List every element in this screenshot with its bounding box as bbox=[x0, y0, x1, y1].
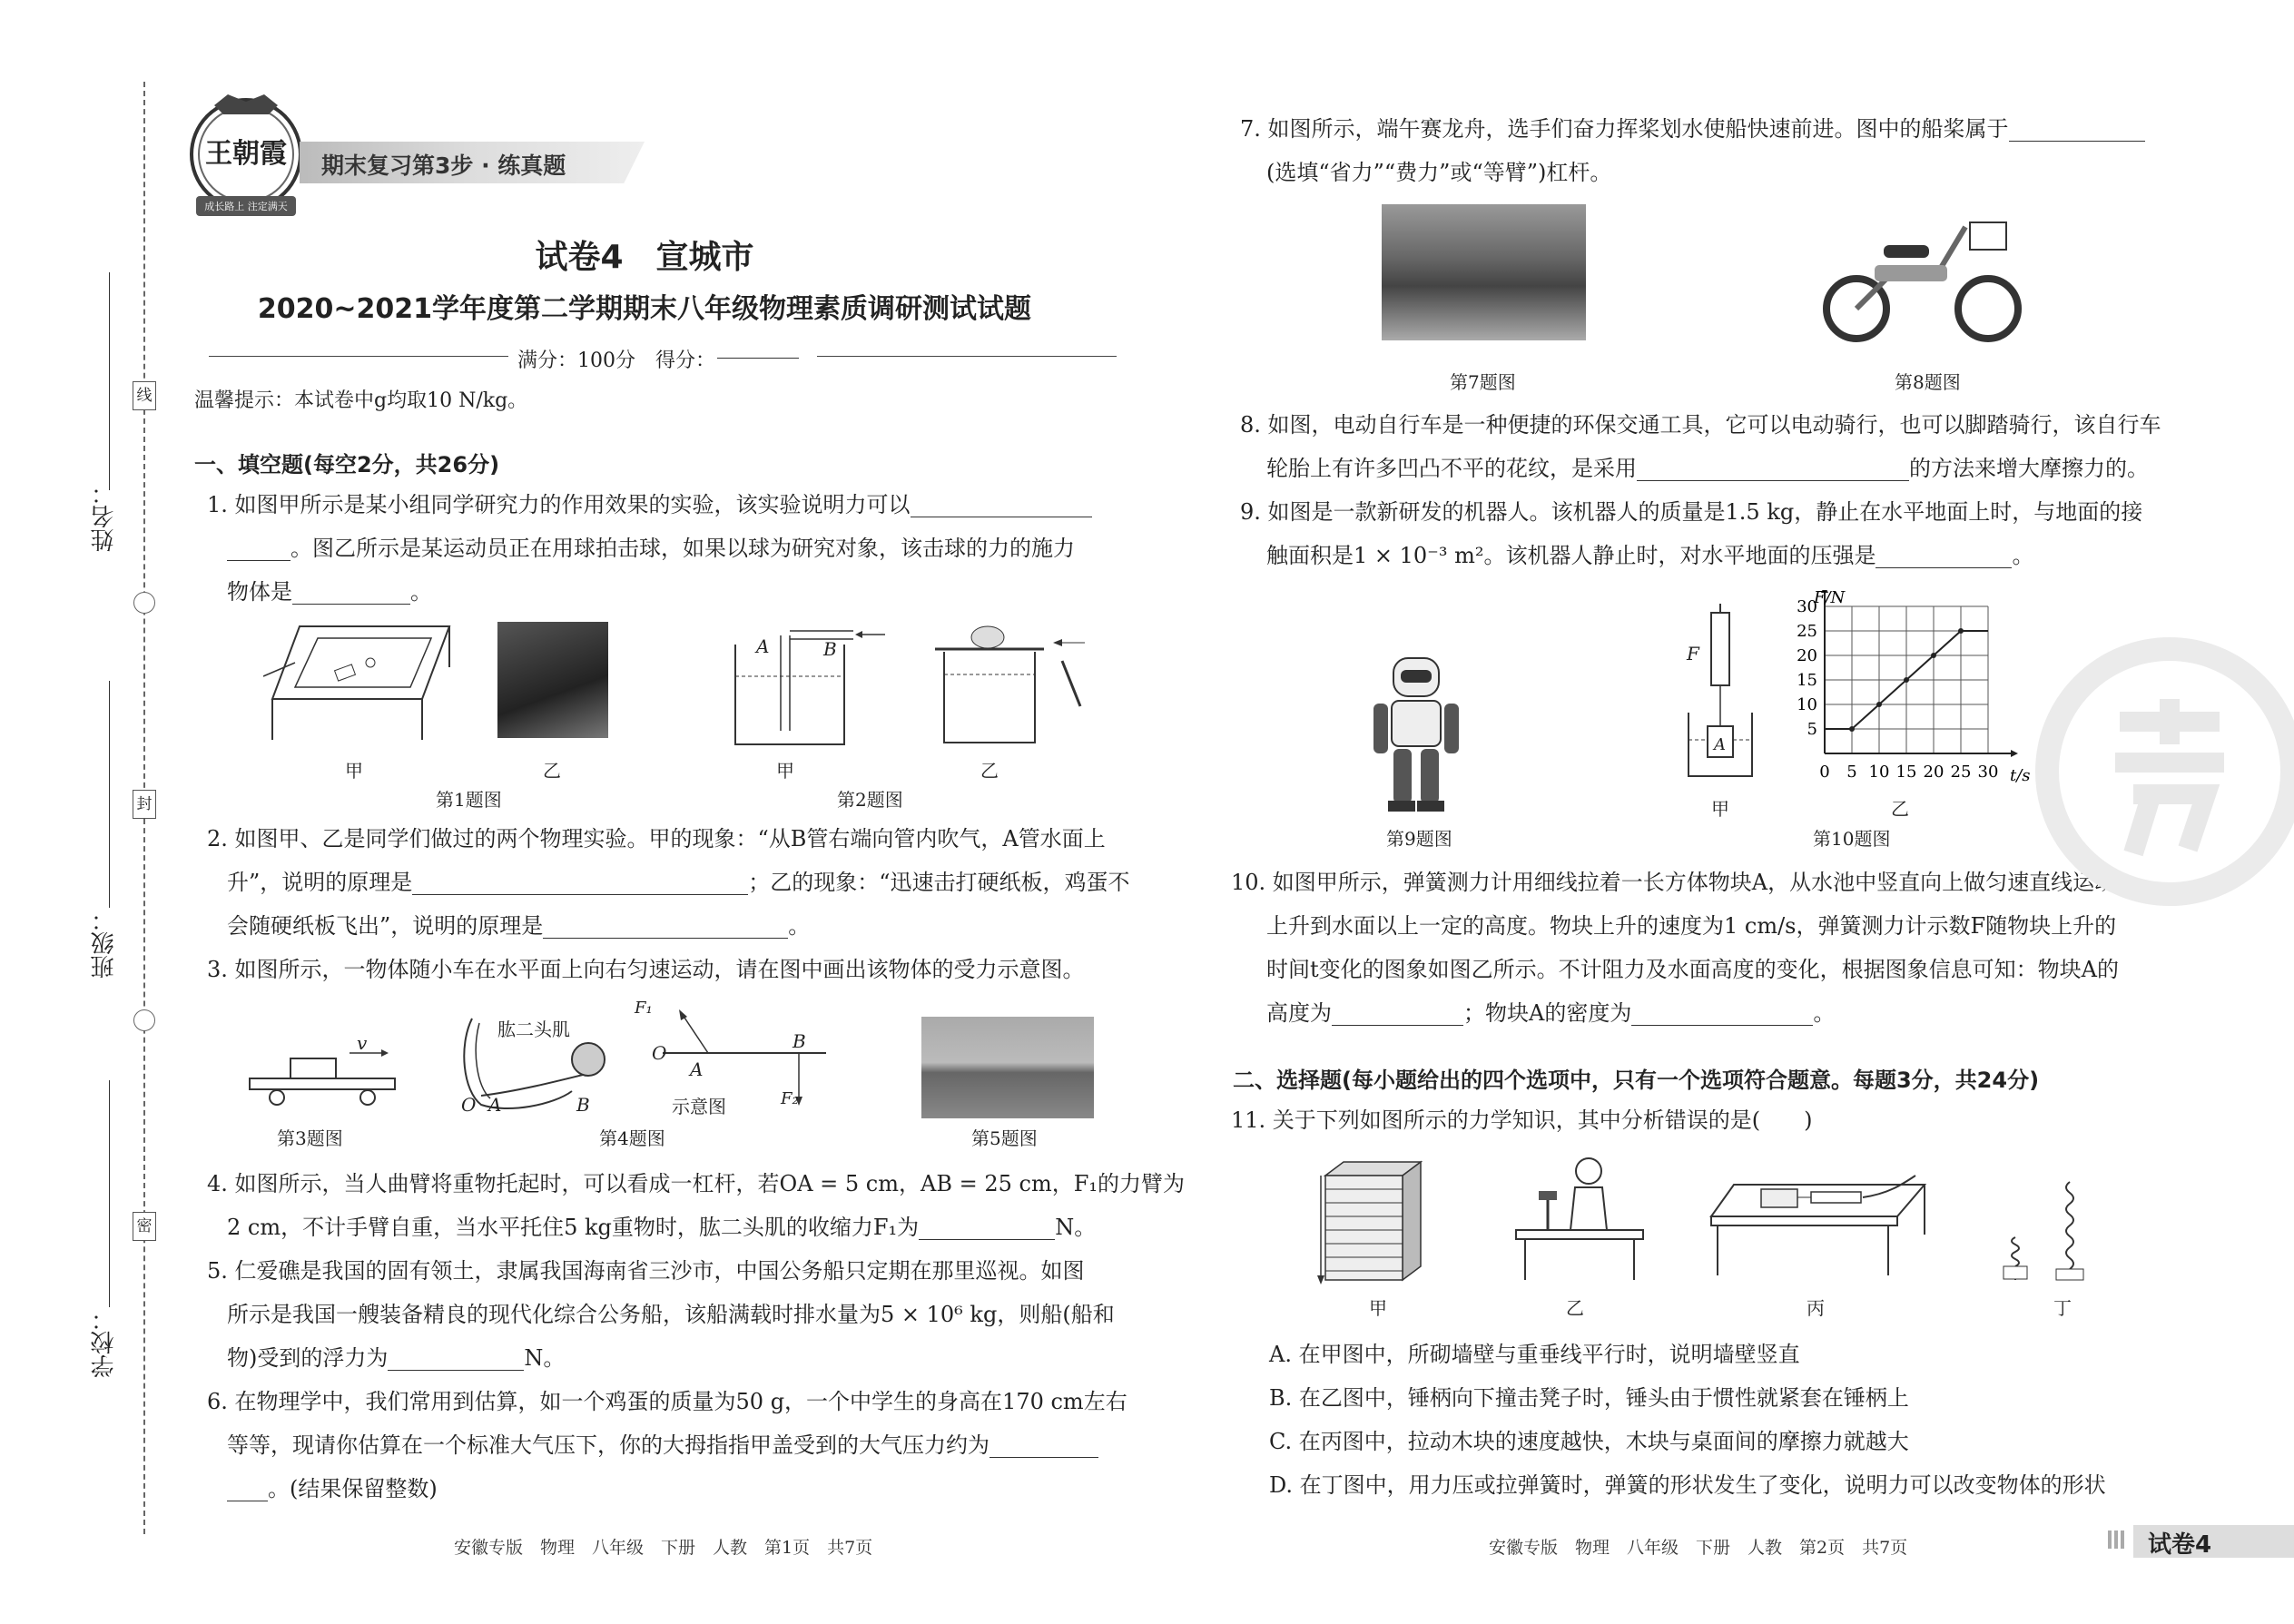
school-label: 学校： bbox=[91, 1307, 118, 1378]
q4-line2 bbox=[227, 1206, 1096, 1249]
binding-hole-icon bbox=[133, 1009, 155, 1031]
chart-data-point bbox=[1876, 702, 1882, 707]
chart-data-point bbox=[1931, 653, 1936, 658]
fig4-letter-b: B bbox=[576, 1094, 590, 1116]
section2-title: 二、选择题(每小题给出的四个选项中，只有一个选项符合题意。每题3分，共24分) bbox=[1233, 1068, 2040, 1093]
q2-text3: 会随硬纸板飞出”，说明的原理是 bbox=[227, 913, 544, 939]
chart-y-tick-label: 25 bbox=[1797, 622, 1817, 641]
q11-text: 11. 关于下列如图所示的力学知识，其中分析错误的是( ) bbox=[1231, 1107, 1813, 1133]
q2-blank1[interactable] bbox=[412, 872, 748, 895]
q10-text1: 高度为 bbox=[1266, 1000, 1332, 1026]
chart-data-point bbox=[1849, 726, 1855, 732]
fig4-letter-a: A bbox=[488, 1094, 502, 1116]
q6-line1: 6. 在物理学中，我们常用到估算，如一个鸡蛋的质量为50 g，一个中学生的身高在170 cm左右 bbox=[207, 1389, 1127, 1414]
school-field[interactable] bbox=[109, 1080, 110, 1307]
fig11-springs bbox=[1993, 1153, 2111, 1288]
chart-x-tick-label: 5 bbox=[1846, 763, 1857, 782]
fig11-label-c: 丙 bbox=[1807, 1297, 1825, 1319]
chart-y-tick-label: 20 bbox=[1797, 646, 1817, 665]
tag-pattern-icon bbox=[2108, 1530, 2126, 1549]
q1-line3 bbox=[227, 570, 432, 614]
q5-line3 bbox=[227, 1336, 565, 1380]
q2-line2 bbox=[227, 861, 1130, 904]
q6-line2 bbox=[227, 1423, 1098, 1467]
q7-text1: 7. 如图所示，端午赛龙舟，选手们奋力挥桨划水使船快速前进。图中的船桨属于 bbox=[1240, 116, 2009, 142]
class-label: 班级： bbox=[91, 908, 118, 979]
chart-x-tick-label: 30 bbox=[1977, 763, 1999, 782]
fig10-right-label: 乙 bbox=[1891, 798, 1909, 820]
fig4-sketch-b: B bbox=[793, 1030, 806, 1052]
chart-data-point bbox=[1958, 628, 1964, 634]
chart-x-tick-label: 0 bbox=[1819, 763, 1830, 782]
score-line: 满分：100分 得分： bbox=[517, 349, 715, 372]
fig2-label-b: 乙 bbox=[980, 760, 999, 782]
page-subtitle: 2020~2021学年度第二学期期末八年级物理素质调研测试试题 bbox=[257, 293, 1032, 325]
q1-text4: 。 bbox=[410, 579, 432, 605]
fig2-label-a: 甲 bbox=[776, 760, 794, 782]
q3-text: 3. 如图所示，一物体随小车在水平面上向右匀速运动，请在图中画出该物体的受力示意图。 bbox=[207, 957, 1085, 982]
fig11-label-d: 丁 bbox=[2053, 1297, 2072, 1319]
q1-blank1[interactable] bbox=[911, 495, 1092, 517]
fig4-muscle-label: 肱二头肌 bbox=[497, 1019, 570, 1040]
q8-line1: 8. 如图，电动自行车是一种便捷的环保交通工具，它可以电动骑行，也可以脚踏骑行，该自行车 bbox=[1240, 412, 2161, 438]
chart-y-tick-label: 10 bbox=[1797, 695, 1817, 714]
q8-text1: 轮胎上有许多凹凸不平的花纹，是采用 bbox=[1266, 456, 1637, 481]
q1-blank1-cont[interactable] bbox=[227, 538, 290, 561]
watermark-seal-icon bbox=[2033, 635, 2294, 908]
footer-left: 安徽专版 物理 八年级 下册 人教 第1页 共7页 bbox=[454, 1538, 873, 1558]
name-label: 姓名： bbox=[91, 481, 118, 552]
q7-blank[interactable] bbox=[2009, 119, 2145, 142]
q1-blank2[interactable] bbox=[292, 582, 410, 605]
q4-text1: 2 cm，不计手臂自重，当水平托住5 kg重物时，肱二头肌的收缩力F₁为 bbox=[227, 1215, 920, 1240]
q8-line2 bbox=[1266, 447, 2149, 490]
fig11-label-b: 乙 bbox=[1566, 1297, 1584, 1319]
q4-line1: 4. 如图所示，当人曲臂将重物托起时，可以看成一杠杆，若OA = 5 cm，AB = 25 cm，F₁的力臂为 bbox=[207, 1171, 1185, 1196]
chart-ylabel: F/N bbox=[1814, 590, 1846, 607]
q1-text1: 1. 如图甲所示是某小组同学研究力的作用效果的实验，该实验说明力可以 bbox=[207, 492, 911, 517]
class-field[interactable] bbox=[109, 681, 110, 908]
q9-text2: 。 bbox=[2012, 543, 2034, 568]
fig4-caption: 第4题图 bbox=[599, 1127, 665, 1149]
q6-text1: 等等，现请你估算在一个标准大气压下，你的大拇指指甲盖受到的大气压力约为 bbox=[227, 1432, 989, 1458]
fig4-letter-o: O bbox=[461, 1094, 477, 1116]
q1-text2: 。图乙所示是某运动员正在用球拍击球，如果以球为研究对象，该击球的力的施力 bbox=[290, 536, 1075, 561]
chart-x-tick-label: 20 bbox=[1923, 763, 1944, 782]
page-title: 试卷4 宣城市 bbox=[535, 239, 754, 276]
option-a[interactable]: A. 在甲图中，所砌墙壁与重垂线平行时，说明墙壁竖直 bbox=[1269, 1342, 1800, 1367]
q1-line2 bbox=[227, 527, 1075, 570]
q1-text3: 物体是 bbox=[227, 579, 292, 605]
fig8-ebike-image bbox=[1820, 209, 2029, 349]
publisher-logo bbox=[178, 89, 314, 225]
fig2-caption: 第2题图 bbox=[837, 789, 903, 811]
q2-blank2[interactable] bbox=[543, 916, 788, 939]
name-field[interactable] bbox=[109, 272, 110, 490]
q5-text2: N。 bbox=[524, 1345, 566, 1371]
fig2-letter-a: A bbox=[756, 635, 770, 657]
fig11-label-a: 甲 bbox=[1369, 1297, 1387, 1319]
q2-text4: 。 bbox=[788, 913, 811, 939]
option-d[interactable]: D. 在丁图中，用力压或拉弹簧时，弹簧的形状发生了变化，说明力可以改变物体的形状 bbox=[1269, 1472, 2106, 1498]
fig9-robot-image bbox=[1366, 654, 1466, 821]
q1-line1 bbox=[207, 483, 1092, 527]
chart-y-tick-label: 30 bbox=[1797, 597, 1817, 616]
fig10-left-label: 甲 bbox=[1711, 798, 1729, 820]
q6-blank[interactable] bbox=[989, 1435, 1098, 1458]
fig10-force-time-chart bbox=[1779, 590, 2043, 799]
fig11-brick-wall bbox=[1316, 1157, 1425, 1288]
logo-ribbon: 成长路上 注定满天 bbox=[204, 201, 288, 212]
q9-text1: 触面积是1 × 10⁻³ m²。该机器人静止时，对水平地面的压强是 bbox=[1266, 543, 1876, 568]
q2-line3 bbox=[227, 904, 810, 948]
q8-text2: 的方法来增大摩擦力的。 bbox=[1909, 456, 2149, 481]
fig3-caption: 第3题图 bbox=[277, 1127, 343, 1149]
divider bbox=[209, 356, 508, 357]
fig3-v-label: v bbox=[357, 1032, 368, 1054]
fig3-cart bbox=[245, 1026, 399, 1111]
fig11-friction-table bbox=[1707, 1162, 1943, 1284]
chart-x-tick-label: 10 bbox=[1868, 763, 1890, 782]
option-b[interactable]: B. 在乙图中，锤柄向下撞击凳子时，锤头由于惯性就紧套在锤柄上 bbox=[1269, 1385, 1909, 1411]
q10-line2: 上升到水面以上一定的高度。物块上升的速度为1 cm/s，弹簧测力计示数F随物块上升的 bbox=[1266, 913, 2117, 939]
fig1-label-b: 乙 bbox=[543, 760, 561, 782]
binding-hole-icon bbox=[133, 592, 155, 614]
q10-line4 bbox=[1266, 991, 1835, 1035]
q10-line3: 时间t变化的图象如图乙所示。不计阻力及水面高度的变化，根据图象信息可知：物块A的 bbox=[1266, 957, 2119, 982]
fig1-table-sketch bbox=[263, 622, 454, 753]
fig9-caption: 第9题图 bbox=[1386, 828, 1452, 850]
fig8-caption: 第8题图 bbox=[1895, 371, 1961, 393]
q9-line2 bbox=[1266, 534, 2033, 577]
q2-line1: 2. 如图甲、乙是同学们做过的两个物理实验。甲的现象：“从B管右端向管内吹气，A管水面上 bbox=[207, 826, 1106, 851]
score-blank[interactable] bbox=[717, 358, 799, 359]
q10-blank2[interactable] bbox=[1631, 1003, 1813, 1026]
chart-y-tick-label: 15 bbox=[1797, 671, 1817, 690]
fig7-dragon-boat-photo bbox=[1382, 204, 1586, 340]
banner-text: 期末复习第3步 · 练真题 bbox=[321, 153, 566, 179]
q4-text2: N。 bbox=[1055, 1215, 1097, 1240]
fig2-beaker-tubes bbox=[726, 626, 890, 757]
chart-data-point bbox=[1904, 677, 1909, 683]
chart-x-tick-label: 15 bbox=[1895, 763, 1917, 782]
fig10-f-label: F bbox=[1687, 643, 1699, 664]
tip-text: 温馨提示：本试卷中g均取10 N/kg。 bbox=[194, 389, 528, 412]
fig1-caption: 第1题图 bbox=[436, 789, 502, 811]
divider bbox=[817, 356, 1117, 357]
chart-y-tick-label: 5 bbox=[1807, 720, 1817, 739]
chart-x-tick-label: 25 bbox=[1950, 763, 1972, 782]
q2-text2: ；乙的现象：“迅速击打硬纸板，鸡蛋不 bbox=[748, 870, 1130, 895]
q4-blank[interactable] bbox=[919, 1217, 1055, 1240]
fig1-player-photo bbox=[497, 622, 608, 738]
seal-mark-line: 线 bbox=[133, 381, 156, 410]
seal-mark-seal: 封 bbox=[133, 790, 156, 819]
q5-blank[interactable] bbox=[388, 1348, 524, 1371]
fig4-sketch-o: O bbox=[652, 1042, 667, 1064]
fig7-caption: 第7题图 bbox=[1450, 371, 1516, 393]
q10-text2: ；物块A的密度为 bbox=[1463, 1000, 1632, 1026]
footer-right: 安徽专版 物理 八年级 下册 人教 第2页 共7页 bbox=[1489, 1538, 1908, 1558]
q2-text1: 升”，说明的原理是 bbox=[227, 870, 413, 895]
q5-line2: 所示是我国一艘装备精良的现代化综合公务船，该船满载时排水量为5 × 10⁶ kg，则船(船和 bbox=[227, 1302, 1115, 1327]
section1-title: 一、填空题(每空2分，共26分) bbox=[194, 452, 500, 477]
fig2-letter-b: B bbox=[823, 638, 837, 660]
q9-blank[interactable] bbox=[1876, 546, 2012, 568]
fig10-caption: 第10题图 bbox=[1813, 828, 1891, 850]
logo-text: 王朝霞 bbox=[205, 138, 287, 170]
q10-text3: 。 bbox=[1813, 1000, 1836, 1026]
chart-xlabel: t/s bbox=[2010, 766, 2031, 785]
q7-line1 bbox=[1240, 107, 2145, 151]
fig1-label-a: 甲 bbox=[345, 760, 363, 782]
fig4-sketch-label: 示意图 bbox=[672, 1096, 726, 1117]
q8-blank[interactable] bbox=[1637, 458, 1909, 481]
q10-blank1[interactable] bbox=[1332, 1003, 1463, 1026]
q9-line1: 9. 如图是一款新研发的机器人。该机器人的质量是1.5 kg，静止在水平地面上时，与地面的接 bbox=[1240, 499, 2143, 525]
q7-line2: (选填“省力”“费力”或“等臂”)杠杆。 bbox=[1266, 160, 1612, 185]
q6-line3 bbox=[227, 1467, 438, 1511]
fig5-ship-photo bbox=[921, 1017, 1094, 1118]
q6-text2: 。(结果保留整数) bbox=[268, 1476, 438, 1501]
chart-x-arrow-icon bbox=[2011, 750, 2018, 757]
seal-mark-secret: 密 bbox=[133, 1212, 156, 1241]
fig5-caption: 第5题图 bbox=[971, 1127, 1038, 1149]
fig11-hammer-stool bbox=[1511, 1153, 1648, 1288]
page-tag: 试卷4 bbox=[2148, 1531, 2212, 1559]
fig10-a-label: A bbox=[1714, 735, 1726, 754]
fig10-spring-scale bbox=[1675, 604, 1766, 789]
q10-line1: 10. 如图甲所示，弹簧测力计用细线拉着一长方体物块A，从水池中竖直向上做匀速直线运动， bbox=[1231, 870, 2139, 895]
option-c[interactable]: C. 在丙图中，拉动木块的速度越快，木块与桌面间的摩擦力就越大 bbox=[1269, 1429, 1909, 1454]
q5-text1: 物)受到的浮力为 bbox=[227, 1345, 389, 1371]
q6-blank-cont[interactable] bbox=[227, 1479, 268, 1501]
fig4-f1-label: F₁ bbox=[635, 999, 653, 1018]
fig4-sketch-a: A bbox=[690, 1058, 704, 1080]
fig4-f2-label: F₂ bbox=[781, 1089, 799, 1108]
fig2-egg-beaker bbox=[926, 625, 1089, 755]
q5-line1: 5. 仁爱礁是我国的固有领土，隶属我国海南省三沙市，中国公务船只定期在那里巡视。如图 bbox=[207, 1258, 1085, 1284]
